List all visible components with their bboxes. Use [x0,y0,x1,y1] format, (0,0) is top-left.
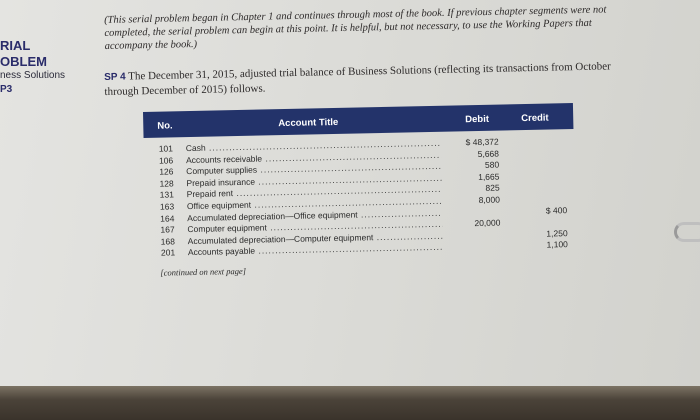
account-number: 167 [160,224,175,235]
heading-line-1: RIAL [0,38,31,53]
account-title: Accumulated depreciation—Computer equipment ..... [188,231,443,246]
debit-amount: 5,668 [477,148,500,159]
heading-line-2: OBLEM [0,54,47,69]
account-title: Accounts payable ..... [188,242,443,257]
account-title: Prepaid insurance ..... [186,173,441,188]
account-number: 201 [160,247,176,258]
desk-surface [0,386,700,420]
header-debit: Debit [465,113,490,126]
account-number: 106 [158,154,174,166]
serial-problem-heading [0,38,47,70]
account-title: Computer equipment ..... [187,219,442,234]
credit-amount: $ 400 [545,204,568,216]
debit-amount: 1,665 [478,171,500,182]
problem-text: The December 31, 2015, adjusted trial balance of Business Solutions (reflecting its transactions from October through December of 2015) follows. [104,60,611,98]
debit-amount: 20,000 [474,217,501,229]
header-account-title: Account Title [278,116,339,130]
account-number: 164 [160,212,175,224]
account-title: Prepaid rent ..... [187,184,442,199]
company-label: ness Solutions [0,70,66,81]
table-body [144,129,576,260]
credit-amount: 1,100 [546,239,568,250]
debit-amount: 8,000 [478,194,501,205]
debit-amount: 825 [485,182,500,194]
continued-note: [continued on next page] [160,265,247,278]
account-number: 163 [159,201,175,212]
problem-statement [104,59,629,99]
header-credit: Credit [521,112,549,125]
header-no: No. [157,120,173,132]
intro-paragraph: (This serial problem began in Chapter 1 and continues through most of the book. If previous chapter segments were not completed, the serial problem can begin at this point. It is helpful, but not necessary, to use the Working Papers that accompany the book.) [104,4,607,52]
debit-amount: $ 48,372 [465,136,499,148]
account-title: Office equipment ..... [187,196,442,211]
account-number: 131 [159,189,175,201]
account-number: 101 [158,143,174,154]
account-title: Accumulated depreciation—Office equipment ..... [187,207,442,222]
account-title: Accounts receivable ..... [186,149,441,164]
binder-ring [674,222,700,242]
problem-code-label: P3 [0,84,13,95]
account-title: Cash ..... [186,138,441,153]
account-title: Computer supplies ..... [186,161,441,176]
credit-amount: 1,250 [546,227,568,239]
account-number: 128 [159,178,174,189]
account-number: 168 [160,236,176,247]
trial-balance-table [143,103,576,278]
problem-code: SP 4 [104,71,126,83]
account-number: 126 [159,166,174,177]
debit-amount: 580 [484,159,500,171]
